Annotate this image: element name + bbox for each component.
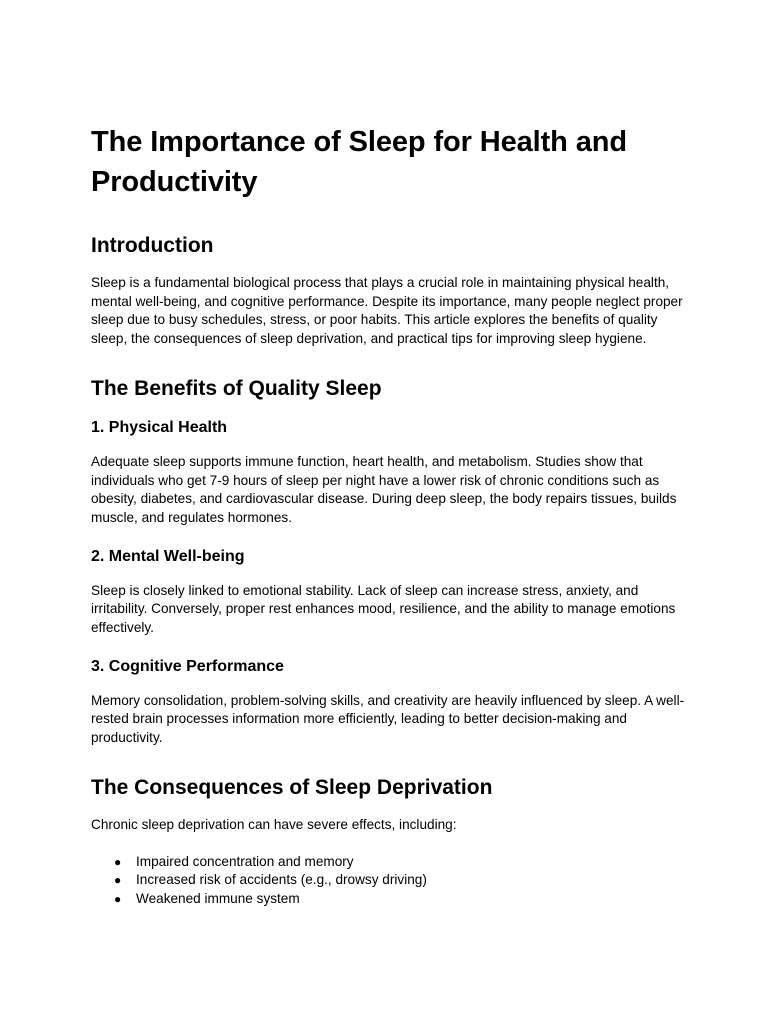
list-item [114, 871, 690, 890]
list-item-text: Weakened immune system [136, 890, 300, 906]
cognitive-performance-heading: 3. Cognitive Performance [91, 657, 284, 675]
introduction-paragraph: Sleep is a fundamental biological process that plays a crucial role in maintaining physical health, mental well-being, and cognitive performance. Despite its importance, many people neglect proper sleep due to busy schedules, stress, or poor habits. This article explores the benefits of quality sleep, the consequences of sleep deprivation, and practical tips for improving sleep hygiene. [91, 275, 683, 347]
introduction-heading: Introduction [91, 234, 214, 257]
list-item-text: Increased risk of accidents (e.g., drowsy driving) [136, 872, 427, 888]
list-item [114, 853, 690, 872]
document-title: The Importance of Sleep for Health and Productivity [91, 126, 627, 198]
bullet-icon: ● [114, 854, 122, 869]
mental-wellbeing-heading: 2. Mental Well-being [91, 547, 245, 565]
consequences-intro: Chronic sleep deprivation can have severe effects, including: [91, 816, 457, 832]
benefits-heading: The Benefits of Quality Sleep [91, 376, 382, 400]
consequences-heading: The Consequences of Sleep Deprivation [91, 775, 493, 799]
bullet-icon: ● [114, 873, 122, 888]
cognitive-performance-paragraph: Memory consolidation, problem-solving skills, and creativity are heavily influenced by sleep. A well-rested brain processes information more efficiently, leading to better decision-making and productivity. [91, 692, 685, 746]
list-item [114, 890, 690, 909]
list-item-text: Impaired concentration and memory [136, 853, 354, 869]
mental-wellbeing-paragraph: Sleep is closely linked to emotional stability. Lack of sleep can increase stress, anxiety, and irritability. Conversely, proper rest enhances mood, resilience, and the ability to manage emotions effectively. [91, 582, 676, 636]
physical-health-paragraph: Adequate sleep supports immune function, heart health, and metabolism. Studies show that individuals who get 7-9 hours of sleep per night have a lower risk of chronic conditions such as obesity, diabetes, and cardiovascular disease. During deep sleep, the body repairs tissues, builds muscle, and regulates hormones. [91, 453, 677, 525]
consequences-list [91, 853, 690, 909]
physical-health-heading: 1. Physical Health [91, 418, 228, 436]
bullet-icon: ● [114, 891, 122, 906]
